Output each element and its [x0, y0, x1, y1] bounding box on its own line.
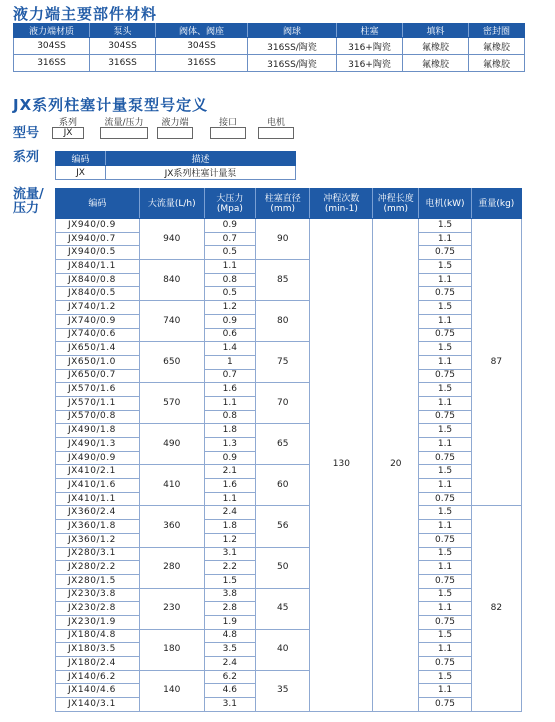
- model-code: JX280/3.1: [56, 547, 140, 561]
- material-row: [14, 38, 525, 55]
- model-code: JX180/4.8: [56, 629, 140, 643]
- max-pressure: 2.4: [204, 506, 255, 520]
- max-pressure: 1.2: [204, 533, 255, 547]
- model-field-box: [258, 127, 294, 139]
- spec-header: 大流量(L/h): [139, 189, 204, 219]
- model-field-label: 电机: [266, 118, 285, 128]
- max-pressure: 1.9: [204, 615, 255, 629]
- spec-header: 柱塞直径 (mm): [255, 189, 309, 219]
- plunger-diameter: 45: [255, 588, 309, 629]
- motor-power: 1.5: [419, 465, 471, 479]
- model-code: JX140/4.6: [56, 684, 140, 698]
- motor-power: 1.5: [419, 342, 471, 356]
- model-code: JX490/1.3: [56, 438, 140, 452]
- max-pressure: 1.5: [204, 574, 255, 588]
- model-field-box: JX: [52, 127, 84, 139]
- max-flow: 490: [139, 424, 204, 465]
- flow-side-label-1: 流量/: [13, 187, 44, 202]
- material-header: 柱塞: [337, 24, 403, 38]
- motor-power: 1.1: [419, 273, 471, 287]
- plunger-diameter: 50: [255, 547, 309, 588]
- max-flow: 650: [139, 342, 204, 383]
- model-field-label: 流量/压力: [104, 118, 144, 128]
- material-cell: 氟橡胶: [403, 38, 469, 55]
- model-code: JX410/2.1: [56, 465, 140, 479]
- max-pressure: 0.8: [204, 410, 255, 424]
- max-pressure: 2.4: [204, 657, 255, 671]
- plunger-diameter: 56: [255, 506, 309, 547]
- model-code: JX230/1.9: [56, 615, 140, 629]
- material-cell: 316+陶瓷: [337, 55, 403, 72]
- max-pressure: 1.8: [204, 424, 255, 438]
- motor-power: 1.1: [419, 602, 471, 616]
- max-pressure: 1: [204, 355, 255, 369]
- motor-power: 0.75: [419, 410, 471, 424]
- plunger-diameter: 35: [255, 670, 309, 711]
- max-flow: 410: [139, 465, 204, 506]
- model-code: JX740/0.6: [56, 328, 140, 342]
- spec-row: [56, 260, 522, 274]
- max-pressure: 2.8: [204, 602, 255, 616]
- spec-row: [56, 301, 522, 315]
- series-row: [56, 166, 296, 180]
- spec-header: 冲程长度 (mm): [373, 189, 419, 219]
- model-code: JX280/1.5: [56, 574, 140, 588]
- model-code: JX140/3.1: [56, 698, 140, 712]
- model-code: JX740/1.2: [56, 301, 140, 315]
- stroke-count: 130: [310, 219, 373, 712]
- max-flow: 230: [139, 588, 204, 629]
- max-pressure: 3.1: [204, 547, 255, 561]
- spec-row: [56, 588, 522, 602]
- model-code: JX940/0.7: [56, 232, 140, 246]
- model-code: JX490/1.8: [56, 424, 140, 438]
- material-cell: 316+陶瓷: [337, 38, 403, 55]
- max-pressure: 6.2: [204, 670, 255, 684]
- spec-row: [56, 219, 522, 233]
- material-section-title: 液力端主要部件材料: [13, 5, 158, 23]
- material-cell: 氟橡胶: [469, 38, 525, 55]
- spec-row: [56, 670, 522, 684]
- max-pressure: 0.6: [204, 328, 255, 342]
- model-code: JX740/0.9: [56, 314, 140, 328]
- max-flow: 840: [139, 260, 204, 301]
- spec-row: [56, 342, 522, 356]
- spec-row: [56, 383, 522, 397]
- motor-power: 0.75: [419, 492, 471, 506]
- spec-header: 大压力 (Mpa): [204, 189, 255, 219]
- plunger-diameter: 40: [255, 629, 309, 670]
- motor-power: 1.5: [419, 260, 471, 274]
- spec-row: [56, 465, 522, 479]
- max-flow: 280: [139, 547, 204, 588]
- spec-table: [55, 188, 522, 712]
- spec-row: [56, 506, 522, 520]
- motor-power: 1.1: [419, 314, 471, 328]
- spec-header: 编码: [56, 189, 140, 219]
- motor-power: 1.5: [419, 424, 471, 438]
- motor-power: 1.5: [419, 588, 471, 602]
- max-pressure: 0.5: [204, 287, 255, 301]
- motor-power: 0.75: [419, 246, 471, 260]
- max-pressure: 0.5: [204, 246, 255, 260]
- series-header-desc: 描述: [106, 152, 296, 166]
- max-flow: 940: [139, 219, 204, 260]
- material-cell: 氟橡胶: [469, 55, 525, 72]
- max-pressure: 0.9: [204, 314, 255, 328]
- model-code: JX940/0.9: [56, 219, 140, 233]
- model-code: JX360/2.4: [56, 506, 140, 520]
- model-side-label: 型号: [13, 126, 40, 141]
- weight-cell: 87: [471, 219, 521, 506]
- model-field-box: [210, 127, 246, 139]
- max-pressure: 1.1: [204, 492, 255, 506]
- material-cell: 316SS/陶瓷: [248, 55, 337, 72]
- flow-side-label-2: 压力: [13, 201, 40, 216]
- model-code: JX840/1.1: [56, 260, 140, 274]
- max-pressure: 1.6: [204, 383, 255, 397]
- model-code: JX360/1.8: [56, 520, 140, 534]
- material-header: 泵头: [90, 24, 156, 38]
- motor-power: 0.75: [419, 533, 471, 547]
- model-code: JX650/1.4: [56, 342, 140, 356]
- model-code: JX230/3.8: [56, 588, 140, 602]
- max-flow: 360: [139, 506, 204, 547]
- spec-row: [56, 424, 522, 438]
- plunger-diameter: 65: [255, 424, 309, 465]
- model-code: JX410/1.1: [56, 492, 140, 506]
- model-code: JX180/2.4: [56, 657, 140, 671]
- series-table: [55, 151, 296, 180]
- motor-power: 1.5: [419, 301, 471, 315]
- max-pressure: 4.6: [204, 684, 255, 698]
- max-pressure: 1.4: [204, 342, 255, 356]
- material-cell: 316SS: [156, 55, 248, 72]
- material-cell: 氟橡胶: [403, 55, 469, 72]
- material-cell: 316SS: [14, 55, 90, 72]
- model-field-label: 液力端: [161, 118, 189, 128]
- model-field-box: [100, 127, 148, 139]
- model-code: JX840/0.8: [56, 273, 140, 287]
- model-code: JX650/1.0: [56, 355, 140, 369]
- material-row: [14, 55, 525, 72]
- material-cell: 316SS/陶瓷: [248, 38, 337, 55]
- motor-power: 0.75: [419, 615, 471, 629]
- motor-power: 1.1: [419, 396, 471, 410]
- series-desc: JX系列柱塞计量泵: [106, 166, 296, 180]
- max-pressure: 1.1: [204, 260, 255, 274]
- material-table: [13, 23, 525, 72]
- motor-power: 0.75: [419, 451, 471, 465]
- max-flow: 570: [139, 383, 204, 424]
- motor-power: 0.75: [419, 287, 471, 301]
- motor-power: 1.5: [419, 506, 471, 520]
- max-pressure: 0.9: [204, 219, 255, 233]
- motor-power: 1.1: [419, 438, 471, 452]
- model-field-label: 系列: [58, 118, 77, 128]
- weight-cell: 82: [471, 506, 521, 711]
- material-cell: 316SS: [90, 55, 156, 72]
- plunger-diameter: 85: [255, 260, 309, 301]
- motor-power: 1.5: [419, 383, 471, 397]
- model-code: JX940/0.5: [56, 246, 140, 260]
- max-flow: 140: [139, 670, 204, 711]
- model-def-title: JX系列柱塞计量泵型号定义: [13, 96, 209, 114]
- spec-header: 电机(kW): [419, 189, 471, 219]
- max-flow: 180: [139, 629, 204, 670]
- motor-power: 0.75: [419, 328, 471, 342]
- model-code: JX840/0.5: [56, 287, 140, 301]
- model-code: JX570/0.8: [56, 410, 140, 424]
- model-code: JX140/6.2: [56, 670, 140, 684]
- max-pressure: 2.1: [204, 465, 255, 479]
- plunger-diameter: 75: [255, 342, 309, 383]
- max-pressure: 0.8: [204, 273, 255, 287]
- model-code: JX570/1.1: [56, 396, 140, 410]
- model-code: JX360/1.2: [56, 533, 140, 547]
- max-pressure: 3.5: [204, 643, 255, 657]
- motor-power: 1.1: [419, 479, 471, 493]
- model-code: JX180/3.5: [56, 643, 140, 657]
- material-header: 液力端材质: [14, 24, 90, 38]
- motor-power: 1.1: [419, 643, 471, 657]
- material-cell: 304SS: [156, 38, 248, 55]
- series-header-code: 编码: [56, 152, 106, 166]
- motor-power: 1.5: [419, 670, 471, 684]
- motor-power: 1.1: [419, 561, 471, 575]
- spec-row: [56, 547, 522, 561]
- motor-power: 1.1: [419, 684, 471, 698]
- max-pressure: 4.8: [204, 629, 255, 643]
- model-code: JX280/2.2: [56, 561, 140, 575]
- material-header: 填料: [403, 24, 469, 38]
- max-flow: 740: [139, 301, 204, 342]
- motor-power: 1.5: [419, 629, 471, 643]
- motor-power: 1.5: [419, 219, 471, 233]
- model-code: JX650/0.7: [56, 369, 140, 383]
- max-pressure: 0.9: [204, 451, 255, 465]
- max-pressure: 1.6: [204, 479, 255, 493]
- max-pressure: 3.8: [204, 588, 255, 602]
- spec-header: 冲程次数 (min-1): [310, 189, 373, 219]
- max-pressure: 3.1: [204, 698, 255, 712]
- model-code: JX570/1.6: [56, 383, 140, 397]
- max-pressure: 1.3: [204, 438, 255, 452]
- motor-power: 0.75: [419, 698, 471, 712]
- spec-header: 重量(kg): [471, 189, 521, 219]
- plunger-diameter: 80: [255, 301, 309, 342]
- material-header: 阀体、阀座: [156, 24, 248, 38]
- spec-row: [56, 629, 522, 643]
- material-header: 阀球: [248, 24, 337, 38]
- plunger-diameter: 90: [255, 219, 309, 260]
- plunger-diameter: 70: [255, 383, 309, 424]
- series-code: JX: [56, 166, 106, 180]
- max-pressure: 1.8: [204, 520, 255, 534]
- motor-power: 1.5: [419, 547, 471, 561]
- model-field-label: 接口: [218, 118, 237, 128]
- motor-power: 0.75: [419, 369, 471, 383]
- motor-power: 1.1: [419, 520, 471, 534]
- max-pressure: 1.2: [204, 301, 255, 315]
- max-pressure: 0.7: [204, 232, 255, 246]
- max-pressure: 1.1: [204, 396, 255, 410]
- motor-power: 1.1: [419, 355, 471, 369]
- plunger-diameter: 60: [255, 465, 309, 506]
- max-pressure: 0.7: [204, 369, 255, 383]
- motor-power: 1.1: [419, 232, 471, 246]
- motor-power: 0.75: [419, 657, 471, 671]
- motor-power: 0.75: [419, 574, 471, 588]
- series-side-label: 系列: [13, 150, 40, 165]
- model-code: JX490/0.9: [56, 451, 140, 465]
- material-cell: 304SS: [14, 38, 90, 55]
- max-pressure: 2.2: [204, 561, 255, 575]
- material-cell: 304SS: [90, 38, 156, 55]
- material-header: 密封圈: [469, 24, 525, 38]
- stroke-length: 20: [373, 219, 419, 712]
- model-code: JX230/2.8: [56, 602, 140, 616]
- model-field-box: [157, 127, 193, 139]
- model-code: JX410/1.6: [56, 479, 140, 493]
